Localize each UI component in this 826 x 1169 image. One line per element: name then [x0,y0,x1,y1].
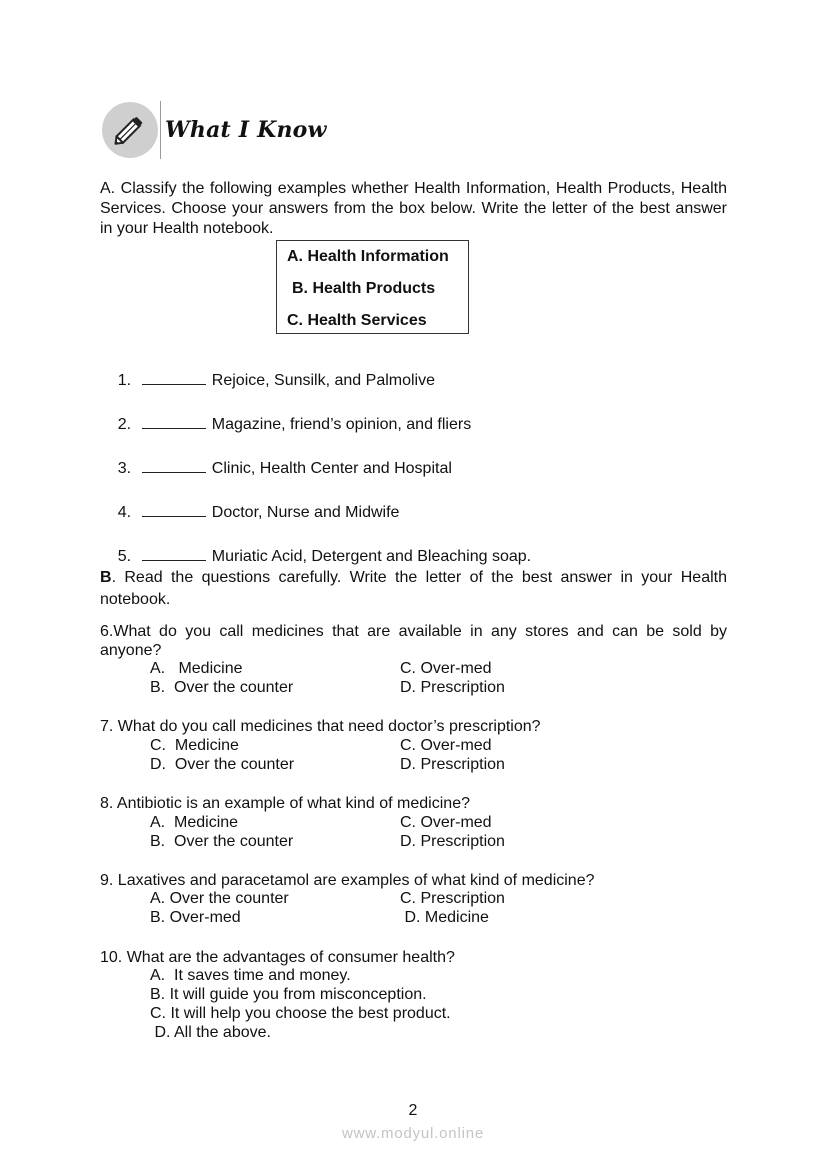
pencil-icon [102,102,158,158]
option: C. Prescription [400,890,505,907]
option: C. Over-med [400,660,492,677]
part-a-instructions: A. Classify the following examples whether Health Information, Health Products, Health Services. Choose your answers from the box below. Write the letter of the best answer in your Health notebook. [100,180,727,237]
item-number: 5. [117,548,132,565]
option: A. Over the counter [150,890,289,907]
part-b-label: B [100,569,112,586]
option: D. Medicine [400,909,489,926]
item-text: Clinic, Health Center and Hospital [211,460,452,477]
answer-blank[interactable] [142,370,206,385]
option: D. Prescription [400,833,505,850]
choice-a: A. Health Information [287,248,449,265]
option: B. Over the counter [150,679,294,696]
answer-blank[interactable] [142,458,206,473]
option: A. Medicine [150,660,243,677]
option: D. Over the counter [150,756,295,773]
choices-box [276,240,469,334]
question-6: 6.What do you call medicines that are available in any stores and can be sold by anyone? [100,623,727,660]
item-text: Magazine, friend’s opinion, and fliers [211,416,472,433]
page-number: 2 [408,1102,418,1119]
option: B. It will guide you from misconception. [150,986,427,1003]
option: C. Medicine [150,737,239,754]
section-title: What I Know [165,117,327,143]
option: C. It will help you choose the best product. [150,1005,451,1022]
part-b-instructions [100,567,727,611]
section-header [102,101,327,159]
option: D. Prescription [400,756,505,773]
item-number: 4. [117,504,132,521]
option: A. It saves time and money. [150,967,351,984]
question-8: 8. Antibiotic is an example of what kind of medicine? [100,795,470,812]
question-10: 10. What are the advantages of consumer health? [100,949,455,966]
item-number: 1. [117,372,132,389]
question-7: 7. What do you call medicines that need doctor’s prescription? [100,718,541,735]
question-9: 9. Laxatives and paracetamol are examples of what kind of medicine? [100,872,595,889]
option: D. Prescription [400,679,505,696]
part-b-text: . Read the questions carefully. Write the letter of the best answer in your Health notebook. [100,569,727,608]
item-text: Doctor, Nurse and Midwife [211,504,400,521]
answer-blank[interactable] [142,502,206,517]
option: A. Medicine [150,814,239,831]
option: C. Over-med [400,737,492,754]
item-number: 2. [117,416,132,433]
header-divider [160,101,161,159]
option: D. All the above. [150,1024,271,1041]
item-text: Rejoice, Sunsilk, and Palmolive [211,372,435,389]
item-text: Muriatic Acid, Detergent and Bleaching soap. [211,548,532,565]
option: B. Over-med [150,909,241,926]
answer-blank[interactable] [142,414,206,429]
option: C. Over-med [400,814,492,831]
answer-blank[interactable] [142,546,206,561]
option: B. Over the counter [150,833,294,850]
watermark: www.modyul.online [342,1125,484,1142]
choice-b: B. Health Products [292,280,436,297]
choice-c: C. Health Services [287,312,427,329]
item-number: 3. [117,460,132,477]
